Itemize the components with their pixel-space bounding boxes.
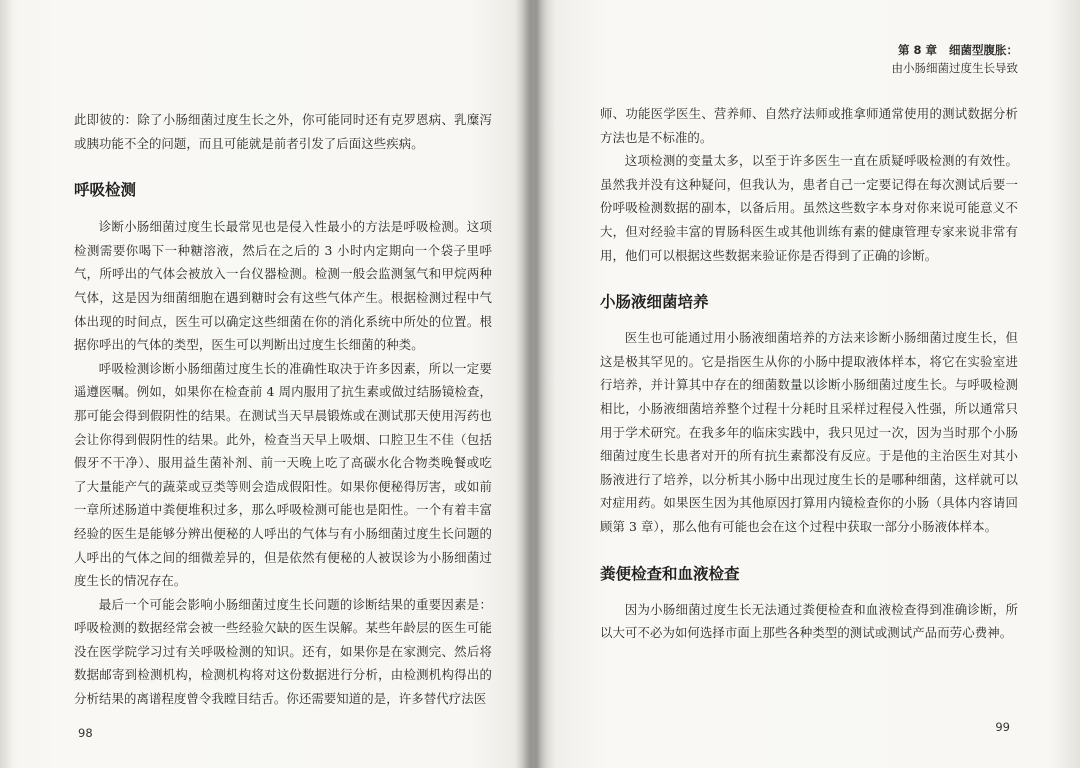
- left-page-number: 98: [78, 726, 93, 740]
- heading-intestinal-fluid-culture: 小肠液细菌培养: [600, 293, 709, 312]
- running-head-chapter: 第 8 章 细菌型腹胀：: [897, 43, 1018, 57]
- left-paragraph-continued: 此即彼的：除了小肠细菌过度生长之外，你可能同时还有克罗恩病、乳糜泻或胰功能不全的问题，而且可能就是前者引发了后面这些疾病。: [74, 112, 492, 151]
- running-head: [892, 41, 1019, 77]
- right-paragraph-continued: 师、功能医学医生、营养师、自然疗法师或推拿师通常使用的测试数据分析方法也是不标准的。: [600, 106, 1018, 145]
- right-paragraph-3: 因为小肠细菌过度生长无法通过粪便检查和血液检查得到准确诊断，所以大可不必为如何选择市面上那些各种类型的测试或测试产品而劳心费神。: [600, 601, 1018, 641]
- running-head-subtitle: 由小肠细菌过度生长导致: [891, 61, 1018, 75]
- right-page-number: 99: [995, 720, 1010, 734]
- heading-breath-test: 呼吸检测: [74, 181, 137, 200]
- left-page-content: [74, 108, 492, 711]
- left-paragraph-2: 呼吸检测诊断小肠细菌过度生长的准确性取决于许多因素，所以一定要遥遵医嘱。例如，如果你在检查前 4 周内服用了抗生素或做过结肠镜检查，那可能会得到假阴性的结果。在测试当天早晨锻炼或在测试那天使用泻药也会让你得到假阴性的结果。此外，检查当天早上吸烟、口腔卫生不佳（包括假牙不干净）、服用益生菌补剂、前一天晚上吃了高碳水化合物类晚餐或吃了大量能产气的蔬菜或豆类等则会造成假阳性。如果你便秘得厉害，或如前一章所述肠道中粪便堆积过多，那么呼吸检测可能也是阳性。一个有着丰富经验的医生是能够分辨出便秘的人呼出的气体与有小肠细菌过度生长问题的人呼出的气体之间的细微差异的，但是依然有便秘的人被误诊为小肠细菌过度生长的情况存在。: [74, 360, 492, 589]
- book-gutter: [522, 0, 548, 768]
- left-paragraph-1: 诊断小肠细菌过度生长最常见也是侵入性最小的方法是呼吸检测。这项检测需要你喝下一种糖溶液，然后在之后的 3 小时内定期向一个袋子里呼气，所呼出的气体会被放入一台仪器检测。检测一般会监测氢气和甲烷两种气体，这是因为细菌细胞在遇到糖时会有这些气体产生。根据检测过程中气体出现的时间点，医生可以确定这些细菌在你的消化系统中所处的位置。根据你呼出的气体的类型，医生可以判断出过度生长细菌的种类。: [74, 219, 492, 353]
- right-page-content: [600, 102, 1018, 645]
- left-paragraph-3: 最后一个可能会影响小肠细菌过度生长问题的诊断结果的重要因素是：呼吸检测的数据经常会被一些经验欠缺的医生误解。某些年龄层的医生可能没在医学院学习过有关呼吸检测的知识。还有，如果你是在家测完、然后将数据邮寄到检测机构，检测机构将对这份数据进行分析，由检测机构得出的分析结果的离谱程度曾令我瞠目结舌。你还需要知道的是，许多替代疗法医: [74, 596, 492, 707]
- right-paragraph-2: 医生也可能通过用小肠液细菌培养的方法来诊断小肠细菌过度生长，但这是极其罕见的。它是指医生从你的小肠中提取液体样本，将它在实验室进行培养，并计算其中存在的细菌数量以诊断小肠细菌过度生长。与呼吸检测相比，小肠液细菌培养整个过程十分耗时且采样过程侵入性强，所以通常只用于学术研究。在我多年的临床实践中，我只见过一次，因为当时那个小肠细菌过度生长患者对开的所有抗生素都没有反应。于是他的主治医生对其小肠液进行了培养，以分析其小肠中出现过度生长的是哪种细菌，这样就可以对症用药。如果医生因为其他原因打算用内镜检查你的小肠（具体内容请回顾第 3 章），那么他有可能也会在这个过程中获取一部分小肠液体样本。: [600, 330, 1018, 534]
- heading-stool-blood-tests: 粪便检查和血液检查: [600, 564, 740, 583]
- right-paragraph-1: 这项检测的变量太多，以至于许多医生一直在质疑呼吸检测的有效性。虽然我并没有这种疑问，但我认为，患者自己一定要记得在每次测试后要一份呼吸检测数据的副本，以备后用。虽然这些数字本身对你来说可能意义不大，但对经验丰富的胃肠科医生或其他训练有素的健康管理专家来说非常有用，他们可以根据这些数据来验证你是否得到了正确的诊断。: [600, 153, 1018, 263]
- left-page: [74, 0, 492, 768]
- right-page: [600, 0, 1018, 768]
